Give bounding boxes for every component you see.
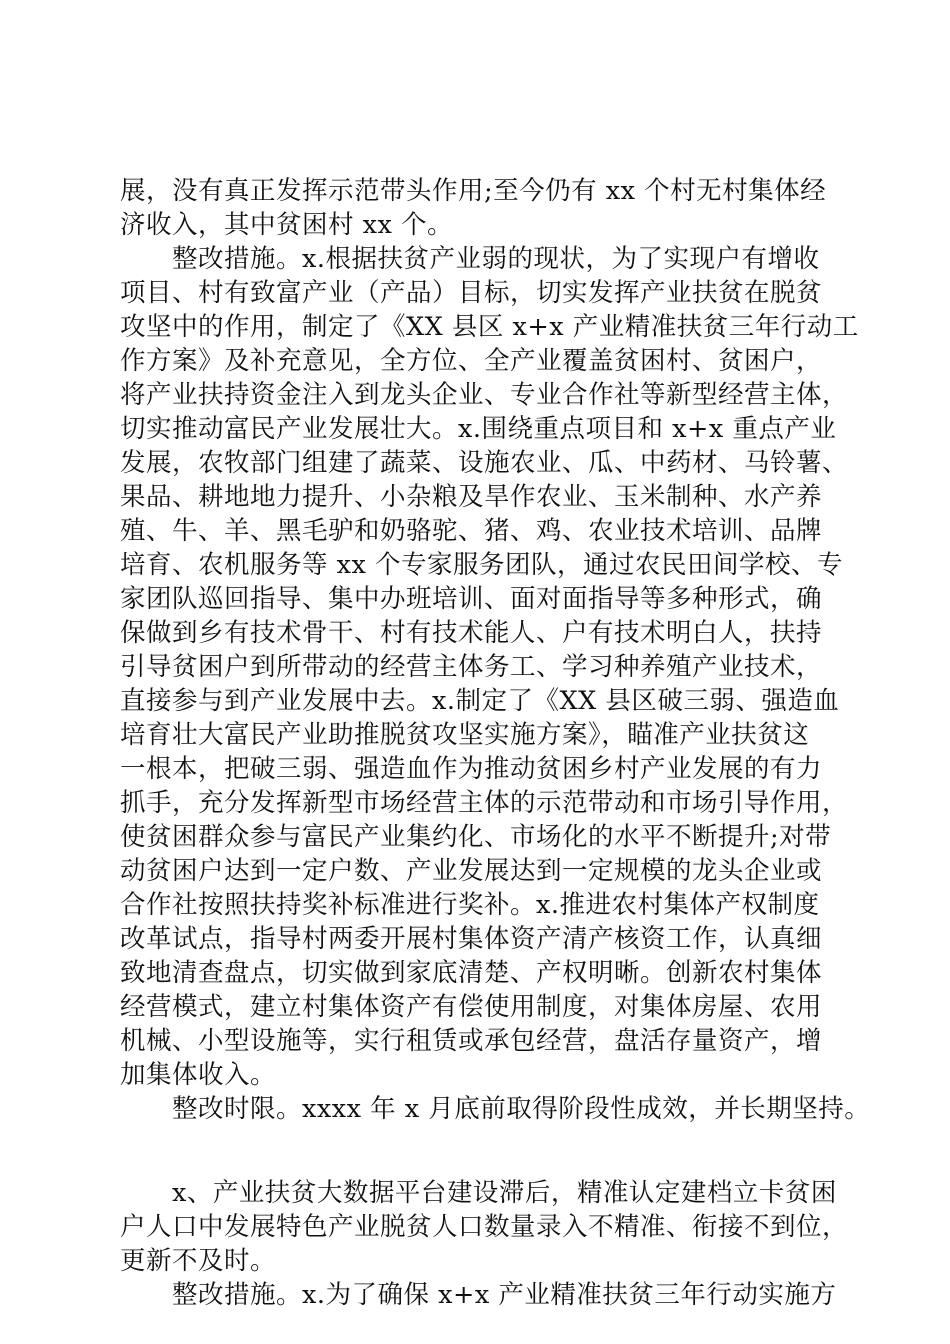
body-line: 果品、耕地地力提升、小杂粮及旱作农业、玉米制种、水产养 [120,482,823,512]
body-line: 切实推动富民产业发展壮大。x.围绕重点项目和 x+x 重点产业 [120,414,837,444]
body-line: 整改措施。x.为了确保 x+x 产业精准扶贫三年行动实施方 [120,1280,837,1310]
body-line: 机械、小型设施等，实行租赁或承包经营，盘活存量资产，增 [120,1026,823,1056]
body-line: 抓手，充分发挥新型市场经营主体的示范带动和市场引导作用， [120,788,849,818]
body-line: 直接参与到产业发展中去。x.制定了《XX 县区破三弱、强造血 [120,686,840,716]
body-line: 合作社按照扶持奖补标准进行奖补。x.推进农村集体产权制度 [120,890,820,920]
body-line: 致地清查盘点，切实做到家底清楚、产权明晰。创新农村集体 [120,958,823,988]
body-line: 整改措施。x.根据扶贫产业弱的现状，为了实现户有增收 [120,244,820,274]
body-line: 展，没有真正发挥示范带头作用;至今仍有 xx 个村无村集体经 [120,176,827,206]
body-line: 发展，农牧部门组建了蔬菜、设施农业、瓜、中药材、马铃薯、 [120,448,849,478]
body-line: 培育壮大富民产业助推脱贫攻坚实施方案》，瞄准产业扶贫这 [120,720,810,750]
body-line: 将产业扶持资金注入到龙头企业、专业合作社等新型经营主体， [120,380,849,410]
body-line: 济收入，其中贫困村 xx 个。 [120,210,453,240]
body-line: 家团队巡回指导、集中办班培训、面对面指导等多种形式，确 [120,584,823,614]
body-line: 项目、村有致富产业（产品）目标，切实发挥产业扶贫在脱贫 [120,278,823,308]
body-line: 户人口中发展特色产业脱贫人口数量录入不精准、衔接不到位， [120,1212,849,1242]
body-line: 改革试点，指导村两委开展村集体资产清产核资工作，认真细 [120,924,823,954]
body-line: 动贫困户达到一定户数、产业发展达到一定规模的龙头企业或 [120,856,823,886]
body-line: 一根本，把破三弱、强造血作为推动贫困乡村产业发展的有力 [120,754,823,784]
body-line: 加集体收入。 [120,1060,277,1090]
body-line: 整改时限。xxxx 年 x 月底前取得阶段性成效，并长期坚持。 [120,1094,871,1124]
body-line: 培育、农机服务等 xx 个专家服务团队，通过农民田间学校、专 [120,550,843,580]
body-line: 更新不及时。 [120,1246,277,1276]
body-line: 作方案》及补充意见，全方位、全产业覆盖贫困村、贫困户， [120,346,823,376]
body-line: 攻坚中的作用，制定了《XX 县区 x+x 产业精准扶贫三年行动工 [120,312,859,342]
body-line: 经营模式，建立村集体资产有偿使用制度，对集体房屋、农用 [120,992,823,1022]
body-line: 保做到乡有技术骨干、村有技术能人、户有技术明白人，扶持 [120,618,823,648]
body-line: 使贫困群众参与富民产业集约化、市场化的水平不断提升;对带 [120,822,832,852]
body-line: 殖、牛、羊、黑毛驴和奶骆驼、猪、鸡、农业技术培训、品牌 [120,516,823,546]
body-line: 引导贫困户到所带动的经营主体务工、学习种养殖产业技术， [120,652,823,682]
body-line: x、产业扶贫大数据平台建设滞后，精准认定建档立卡贫困 [120,1178,837,1208]
